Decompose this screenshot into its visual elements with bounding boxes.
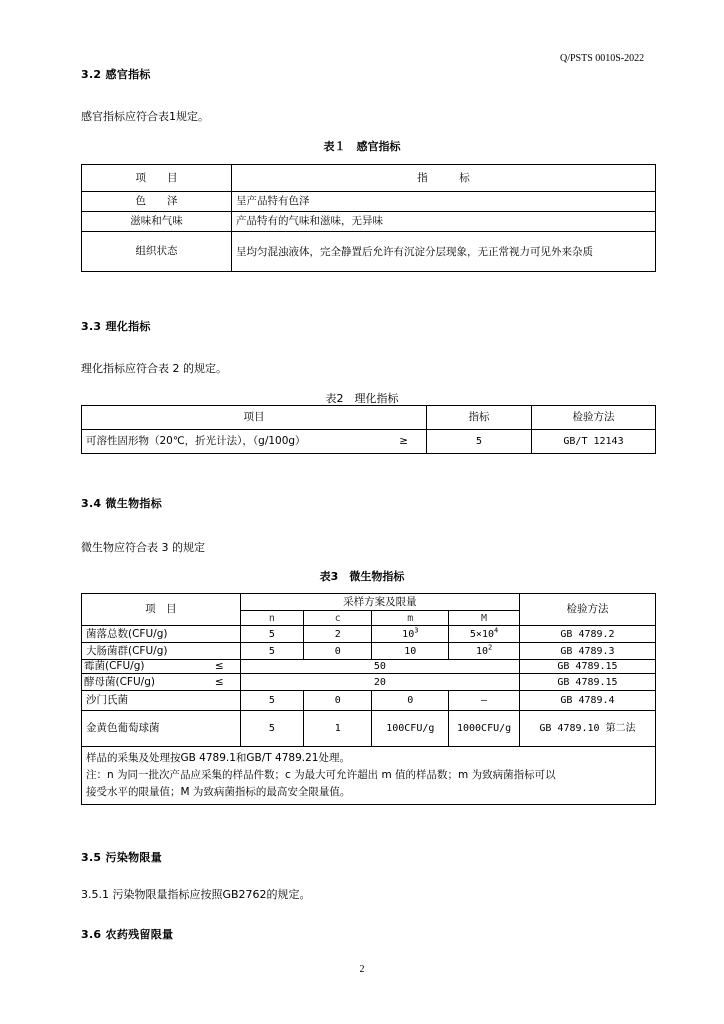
section-heading-3-6: 3.6 农药残留限量 [81, 928, 174, 941]
sub-header-M: M [449, 611, 520, 626]
row-item: 霉菌(CFU/g) [84, 660, 145, 672]
row-item: 酵母菌(CFU/g) [84, 675, 155, 688]
sub-header-m: m [372, 611, 449, 626]
col-header-index: 指标 [427, 406, 532, 430]
table-note-definitions: 注：n 为同一批次产品应采集的样品件数；c 为最大可允许超出 m 值的样品数；m 为致病菌指标可以 [86, 769, 556, 781]
col-header-item: 项 目 [82, 594, 241, 626]
table-row [82, 232, 656, 272]
section-intro-3-2: 感官指标应符合表1规定。 [81, 110, 209, 123]
section-text-3-5-1: 3.5.1 污染物限量指标应按照GB2762的规定。 [81, 888, 311, 901]
row-item-cell [82, 674, 241, 691]
row-m: 100CFU/g [372, 711, 449, 747]
row-M-base: 10 [475, 645, 488, 657]
row-c: 2 [304, 626, 372, 643]
table-notes-row [82, 747, 656, 805]
row-c: 0 [304, 643, 372, 660]
row-M [449, 626, 520, 643]
table-row [82, 192, 656, 212]
section-intro-3-4: 微生物应符合表 3 的规定 [81, 541, 205, 554]
row-method: GB 4789.10 第二法 [519, 711, 655, 747]
col-header-index: 指 标 [232, 165, 656, 192]
row-value: 呈均匀混浊液体，完全静置后允许有沉淀分层现象，无正常视力可见外来杂质 [232, 232, 656, 272]
table-row [82, 674, 656, 691]
row-item: 沙门氏菌 [82, 691, 241, 711]
table-note-sampling: 样品的采集及处理按GB 4789.1和GB/T 4789.21处理。 [86, 752, 350, 764]
row-item: 可溶性固形物（20℃，折光计法），（g/100g） [86, 435, 306, 447]
section-heading-3-2: 3.2 感官指标 [81, 68, 151, 81]
row-n: 5 [240, 626, 303, 643]
col-header-method: 检验方法 [532, 406, 656, 430]
row-method: GB 4789.2 [519, 626, 655, 643]
row-limit: 50 [240, 660, 519, 674]
col-header-method: 检验方法 [519, 594, 655, 626]
row-item: 滋味和气味 [82, 212, 232, 232]
row-c: 1 [304, 711, 372, 747]
section-intro-3-3: 理化指标应符合表 2 的规定。 [81, 362, 227, 375]
table-row [82, 691, 656, 711]
row-n: 5 [240, 711, 303, 747]
row-item: 色 泽 [82, 192, 232, 212]
row-method: GB/T 12143 [532, 430, 656, 454]
row-n: 5 [240, 643, 303, 660]
sub-header-c: c [304, 611, 372, 626]
table-row [82, 711, 656, 747]
row-operator: ≥ [399, 435, 408, 447]
table-row [82, 430, 656, 454]
row-c: 0 [304, 691, 372, 711]
row-value: 产品特有的气味和滋味，无异味 [232, 212, 656, 232]
row-M-exponent: 2 [487, 643, 493, 652]
table-3-caption: 表3 微生物指标 [319, 570, 405, 583]
row-item: 大肠菌群(CFU/g) [82, 643, 241, 660]
row-n: 5 [240, 691, 303, 711]
section-heading-3-4: 3.4 微生物指标 [81, 497, 163, 510]
row-M-exponent: 4 [494, 626, 499, 635]
row-M: 1000CFU/g [449, 711, 520, 747]
row-m-exponent: 3 [414, 626, 419, 635]
row-method: GB 4789.4 [519, 691, 655, 711]
row-m: 10 [372, 643, 449, 660]
table-notes [82, 747, 656, 805]
row-m [372, 626, 449, 643]
row-m: 0 [372, 691, 449, 711]
row-method: GB 4789.3 [519, 643, 655, 660]
sub-header-n: n [240, 611, 303, 626]
table-row [82, 626, 656, 643]
row-M [449, 643, 520, 660]
row-item: 菌落总数(CFU/g) [82, 626, 241, 643]
row-operator: ≤ [214, 675, 224, 688]
row-limit: 20 [240, 674, 519, 691]
sensory-table [81, 164, 656, 272]
table-note-definitions-cont: 接受水平的限量值；M 为致病菌指标的最高安全限量值。 [86, 786, 351, 798]
row-operator: ≤ [214, 660, 224, 672]
col-header-sampling-plan: 采样方案及限量 [240, 594, 519, 611]
row-M: — [449, 691, 520, 711]
row-m-base: 10 [402, 628, 415, 640]
row-item-cell [82, 660, 241, 674]
row-value: 呈产品特有色泽 [232, 192, 656, 212]
section-heading-3-3: 3.3 理化指标 [81, 320, 151, 333]
table-row [82, 643, 656, 660]
row-item-cell [82, 430, 427, 454]
row-method: GB 4789.15 [519, 660, 655, 674]
table-row [82, 212, 656, 232]
row-item: 金黄色葡萄球菌 [82, 711, 241, 747]
table-2-caption: 表2 理化指标 [325, 392, 399, 405]
page-number: 2 [359, 964, 365, 975]
physicochemical-table [81, 405, 656, 454]
row-value: 5 [427, 430, 532, 454]
microbiological-table [81, 593, 656, 805]
col-header-item: 项目 [82, 406, 427, 430]
col-header-item: 项 目 [82, 165, 232, 192]
row-item: 组织状态 [82, 232, 232, 272]
row-M-base: 5×10 [469, 628, 494, 640]
document-code: Q/PSTS 0010S-2022 [560, 53, 645, 64]
section-heading-3-5: 3.5 污染物限量 [81, 851, 163, 864]
table-1-caption: 表１ 感官指标 [323, 140, 401, 153]
table-row [82, 660, 656, 674]
row-method: GB 4789.15 [519, 674, 655, 691]
